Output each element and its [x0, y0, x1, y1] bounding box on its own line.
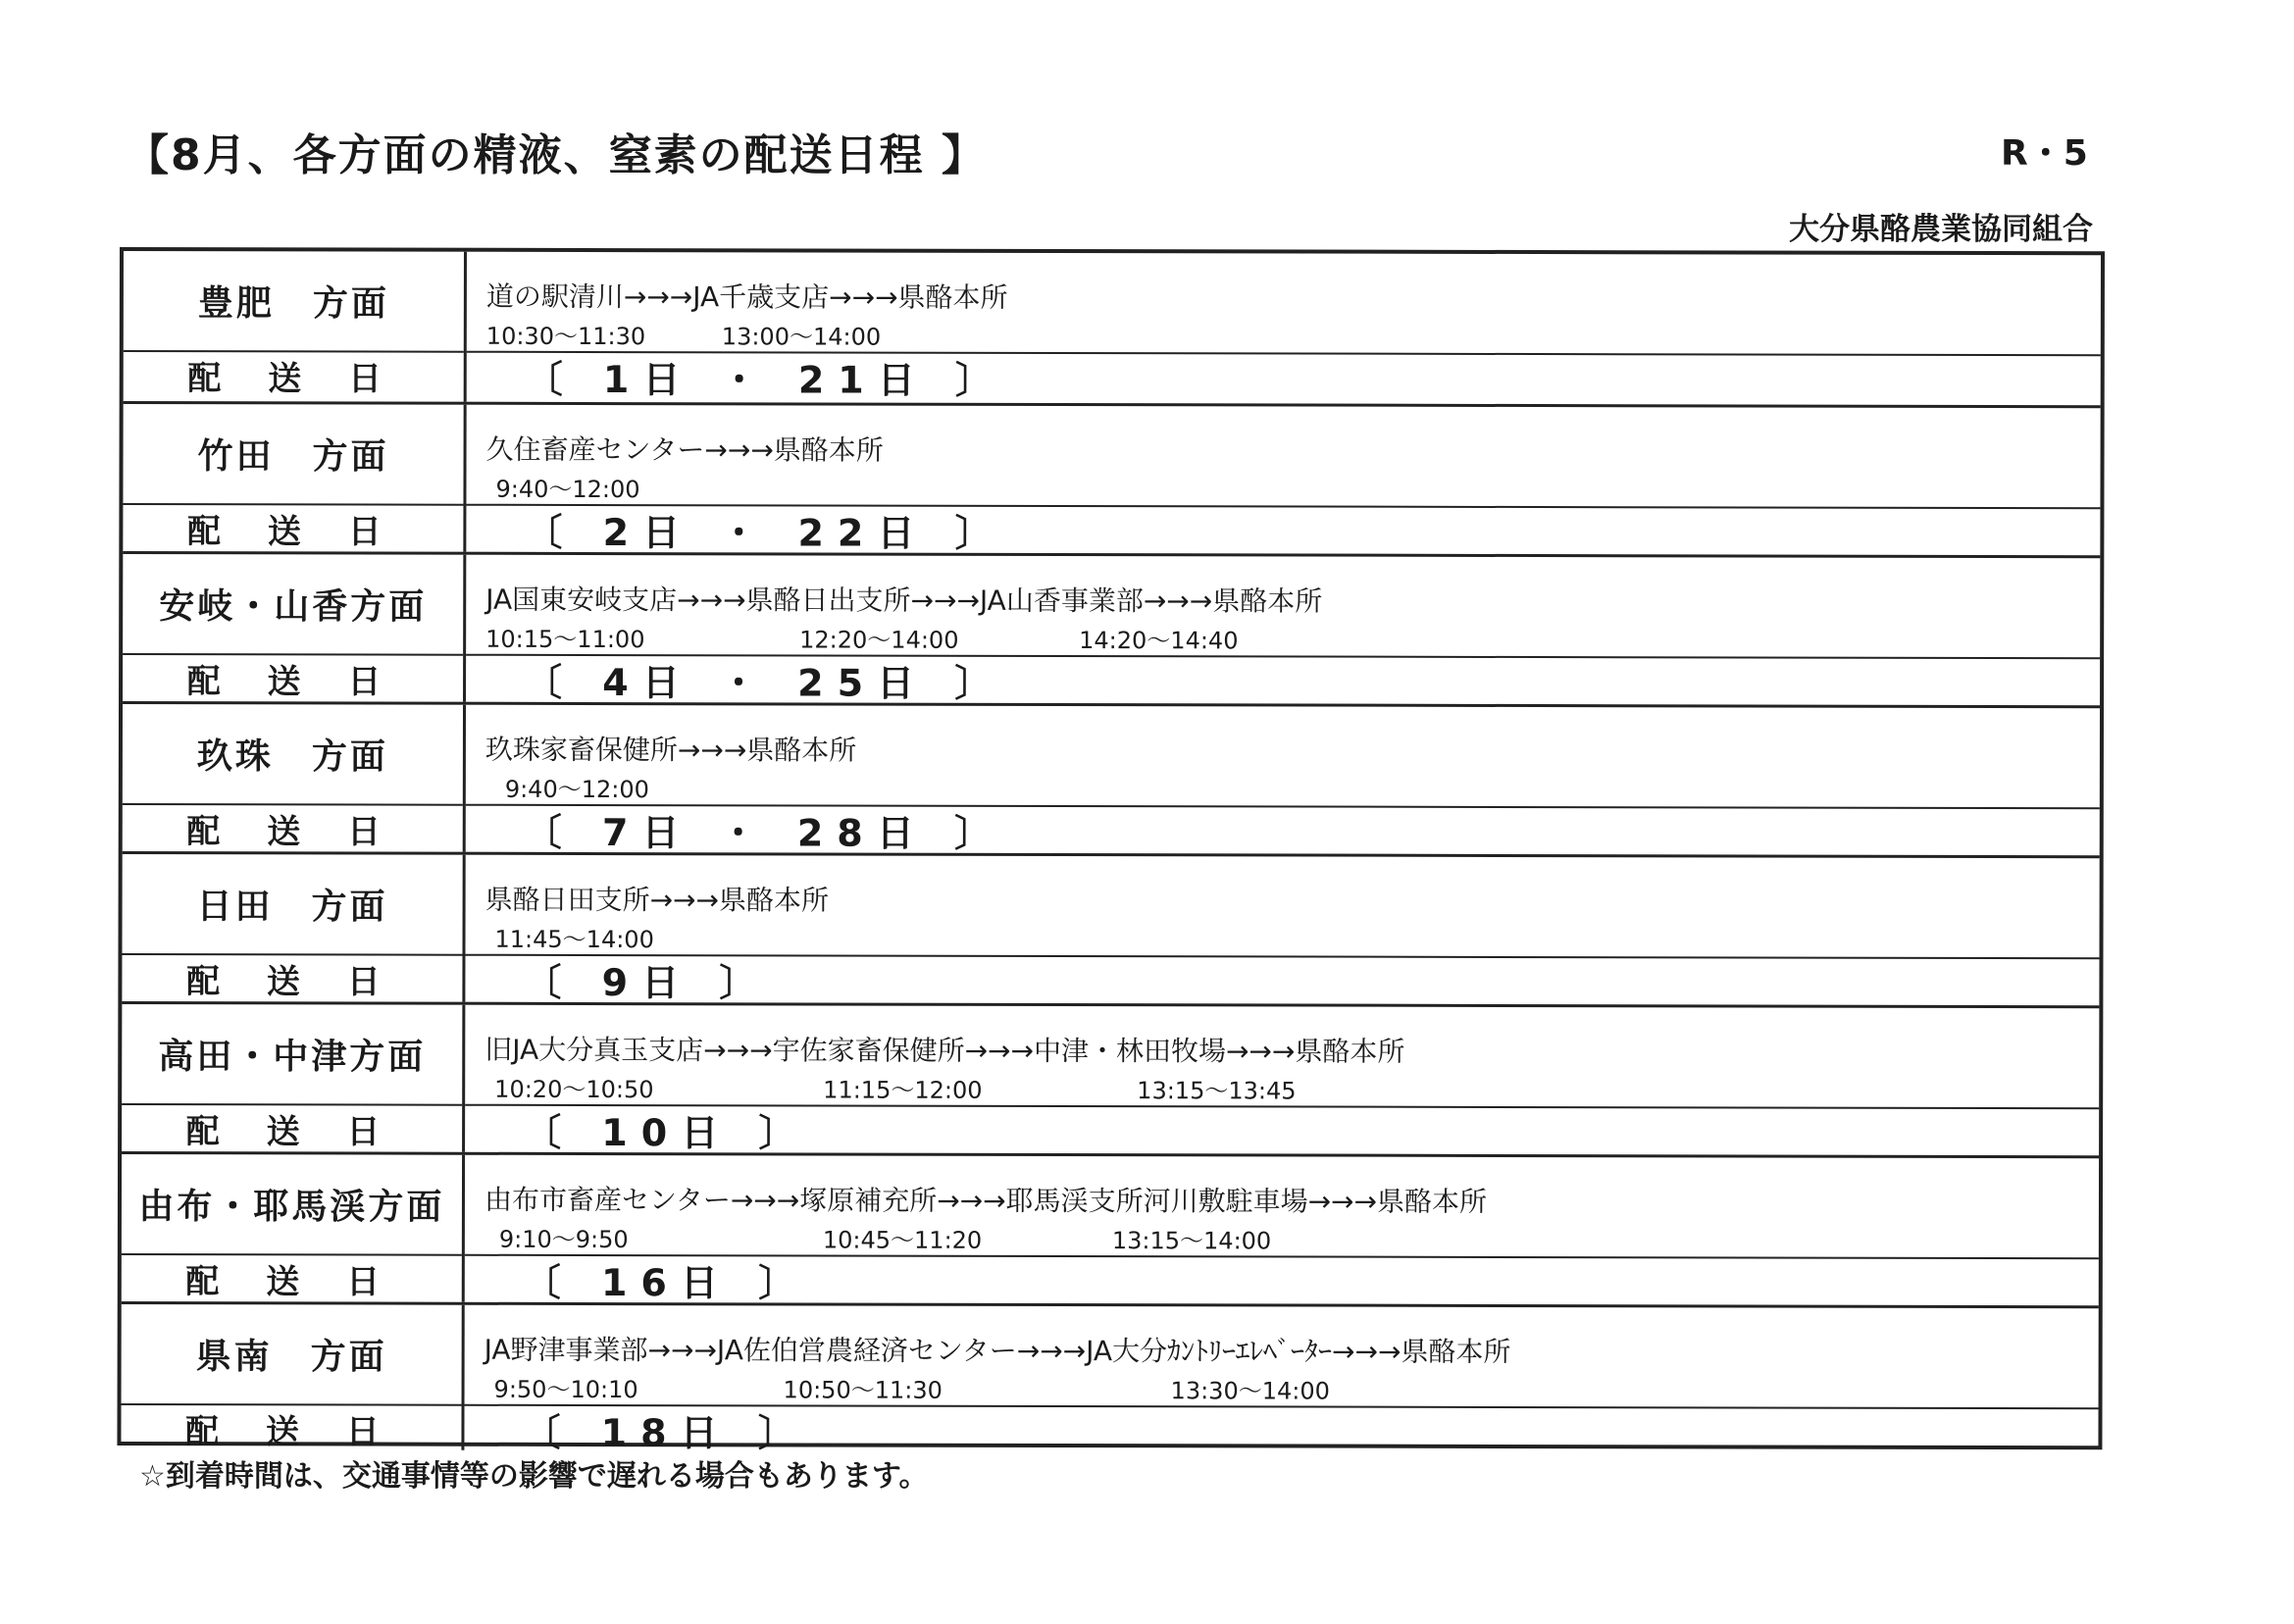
time-slot: 10:30～11:30 — [485, 322, 646, 351]
schedule-table — [117, 247, 2105, 1455]
schedule-block — [122, 851, 2099, 1005]
route-text: 玖珠家畜保健所→→→県酪本所 — [484, 733, 857, 767]
time-slot: 10:50～11:30 — [783, 1376, 943, 1404]
delivery-day-label: 配 送 日 — [122, 953, 462, 1002]
schedule-block — [121, 1301, 2098, 1453]
time-slot: 10:20～10:50 — [494, 1075, 654, 1104]
time-slot: 9:40～12:00 — [504, 775, 649, 804]
direction-label: 豊肥 方面 — [197, 282, 389, 325]
delivery-dates: 〔 18日 〕 — [464, 1404, 2098, 1455]
delivery-day-label: 配 送 日 — [123, 803, 463, 852]
direction-label: 県南 方面 — [195, 1336, 387, 1378]
route-text: 久住畜産センター→→→県酪本所 — [485, 432, 884, 467]
time-slot: 12:20～14:00 — [799, 626, 959, 654]
revision-label: R・5 — [2001, 133, 2088, 174]
time-slot: 11:15～12:00 — [823, 1076, 983, 1104]
schedule-block — [122, 1151, 2099, 1305]
time-slot: 13:15～14:00 — [1111, 1227, 1272, 1255]
time-slot: 9:40～12:00 — [495, 475, 640, 504]
time-slot: 9:50～10:10 — [493, 1375, 638, 1404]
route-text: 県酪日田支所→→→県酪本所 — [484, 883, 830, 917]
time-slot: 10:45～11:20 — [822, 1226, 983, 1254]
time-slot: 10:15～11:00 — [485, 625, 645, 654]
time-slot: 14:20～14:40 — [1079, 627, 1239, 655]
time-row — [484, 1370, 2118, 1404]
time-row — [484, 1070, 2118, 1104]
direction-label: 由布・耶馬渓方面 — [138, 1186, 445, 1228]
delivery-day-label: 配 送 日 — [121, 1403, 461, 1452]
delivery-dates: 〔 4日 ・ 25日 〕 — [466, 654, 2100, 705]
schedule-block — [123, 551, 2100, 705]
direction-label: 玖珠 方面 — [196, 736, 388, 778]
schedule-block — [123, 701, 2100, 855]
schedule-block — [122, 1001, 2099, 1155]
direction-label: 竹田 方面 — [197, 435, 389, 478]
time-row — [484, 920, 2118, 954]
time-row — [486, 317, 2120, 351]
schedule-block — [123, 401, 2100, 555]
delivery-dates: 〔 16日 〕 — [465, 1254, 2099, 1305]
route-text: 由布市畜産センター→→→塚原補充所→→→耶馬渓支所河川敷駐車場→→→県酪本所 — [484, 1183, 1488, 1218]
delivery-dates: 〔 1日 ・ 21日 〕 — [467, 351, 2101, 402]
direction-label: 高田・中津方面 — [158, 1036, 427, 1078]
time-row — [485, 620, 2119, 654]
delivery-day-label: 配 送 日 — [124, 350, 464, 399]
route-text: 道の駅清川→→→JA千歳支店→→→県酪本所 — [485, 279, 1008, 314]
time-row — [485, 770, 2119, 804]
delivery-dates: 〔 10日 〕 — [465, 1104, 2099, 1155]
delivery-day-label: 配 送 日 — [123, 503, 463, 552]
route-text: JA野津事業部→→→JA佐伯営農経済センター→→→JA大分ｶﾝﾄﾘｰｴﾚﾍﾞｰﾀｰ→→→県酪本所 — [484, 1333, 1511, 1368]
delivery-dates: 〔 9日 〕 — [465, 954, 2099, 1005]
direction-label: 安岐・山香方面 — [159, 585, 428, 628]
time-row — [484, 1220, 2118, 1254]
footer-note: ☆到着時間は、交通事情等の影響で遅れる場合もあります。 — [139, 1459, 929, 1494]
delivery-day-label: 配 送 日 — [122, 1253, 462, 1302]
page-title: 【8月、各方面の精液、窒素の配送日程 】 — [126, 130, 987, 180]
time-row — [485, 470, 2119, 504]
time-slot: 13:30～14:00 — [1170, 1377, 1330, 1405]
delivery-dates: 〔 2日 ・ 22日 〕 — [466, 504, 2100, 555]
direction-label: 日田 方面 — [196, 886, 388, 928]
route-text: JA国東安岐支店→→→県酪日出支所→→→JA山香事業部→→→県酪本所 — [485, 583, 1323, 618]
delivery-day-label: 配 送 日 — [123, 653, 463, 702]
delivery-dates: 〔 7日 ・ 28日 〕 — [466, 804, 2100, 855]
time-slot: 9:10～9:50 — [498, 1225, 629, 1254]
delivery-day-label: 配 送 日 — [122, 1103, 462, 1152]
organization-name: 大分県酪農業協同組合 — [1789, 212, 2093, 247]
time-slot: 11:45～14:00 — [494, 925, 654, 954]
time-slot: 13:15～13:45 — [1137, 1077, 1297, 1105]
route-text: 旧JA大分真玉支店→→→宇佐家畜保健所→→→中津・林田牧場→→→県酪本所 — [484, 1033, 1405, 1068]
time-slot: 13:00～14:00 — [721, 323, 882, 351]
schedule-block — [124, 251, 2101, 405]
